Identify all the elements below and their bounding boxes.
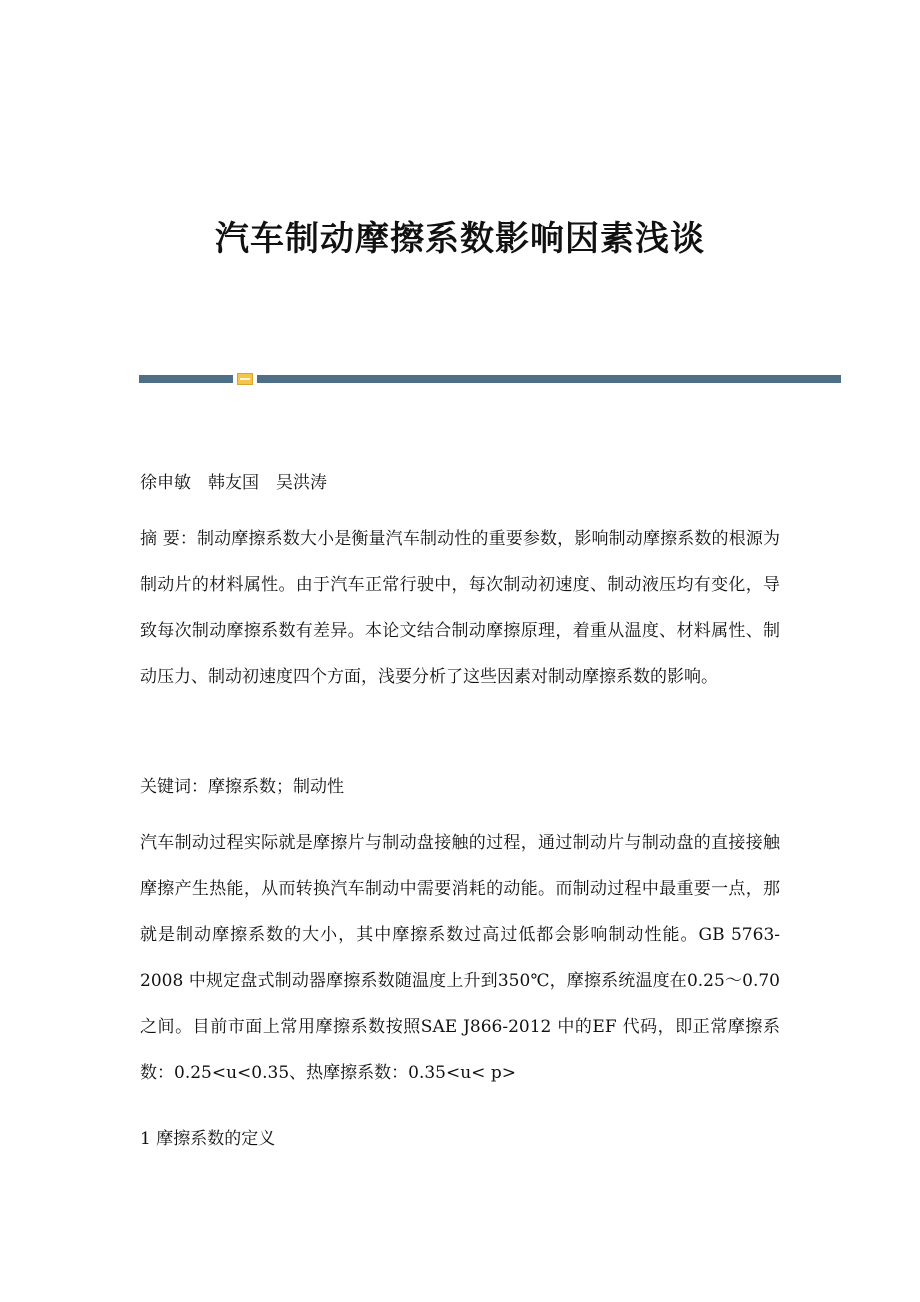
divider-ornament-icon <box>237 373 253 385</box>
author-line: 徐申敏 韩友国 吴洪涛 <box>140 473 327 493</box>
abstract: 摘 要：制动摩擦系数大小是衡量汽车制动性的重要参数，影响制动摩擦系数的根源为制动片的材料属性。由于汽车正常行驶中，每次制动初速度、制动液压均有变化，导致每次制动摩擦系数有差异。本论文结合制动摩擦原理，着重从温度、材料属性、制动压力、制动初速度四个方面，浅要分析了这些因素对制动摩擦系数的影响。 <box>140 529 780 687</box>
body-paragraph: 汽车制动过程实际就是摩擦片与制动盘接触的过程，通过制动片与制动盘的直接接触摩擦产生热能，从而转换汽车制动中需要消耗的动能。而制动过程中最重要一点，那就是制动摩擦系数的大小，其中摩擦系数过高过低都会影响制动性能。GB 5763-2008 中规定盘式制动器摩擦系数随温度上升到350℃，摩擦系统温度在0.25～0.70之间。目前市面上常用摩擦系数按照SAE J866-2012 中的EF 代码，即正常摩擦系数：0.25<u<0.35、热摩擦系数：0.35<u< p> <box>140 833 780 1083</box>
title-divider <box>139 373 841 385</box>
divider-bar-left <box>139 375 233 383</box>
document-title: 汽车制动摩擦系数影响因素浅谈 <box>215 219 705 259</box>
keywords: 关键词：摩擦系数；制动性 <box>140 777 344 797</box>
divider-bar-right <box>257 375 841 383</box>
section-heading: 1 摩擦系数的定义 <box>140 1129 276 1149</box>
